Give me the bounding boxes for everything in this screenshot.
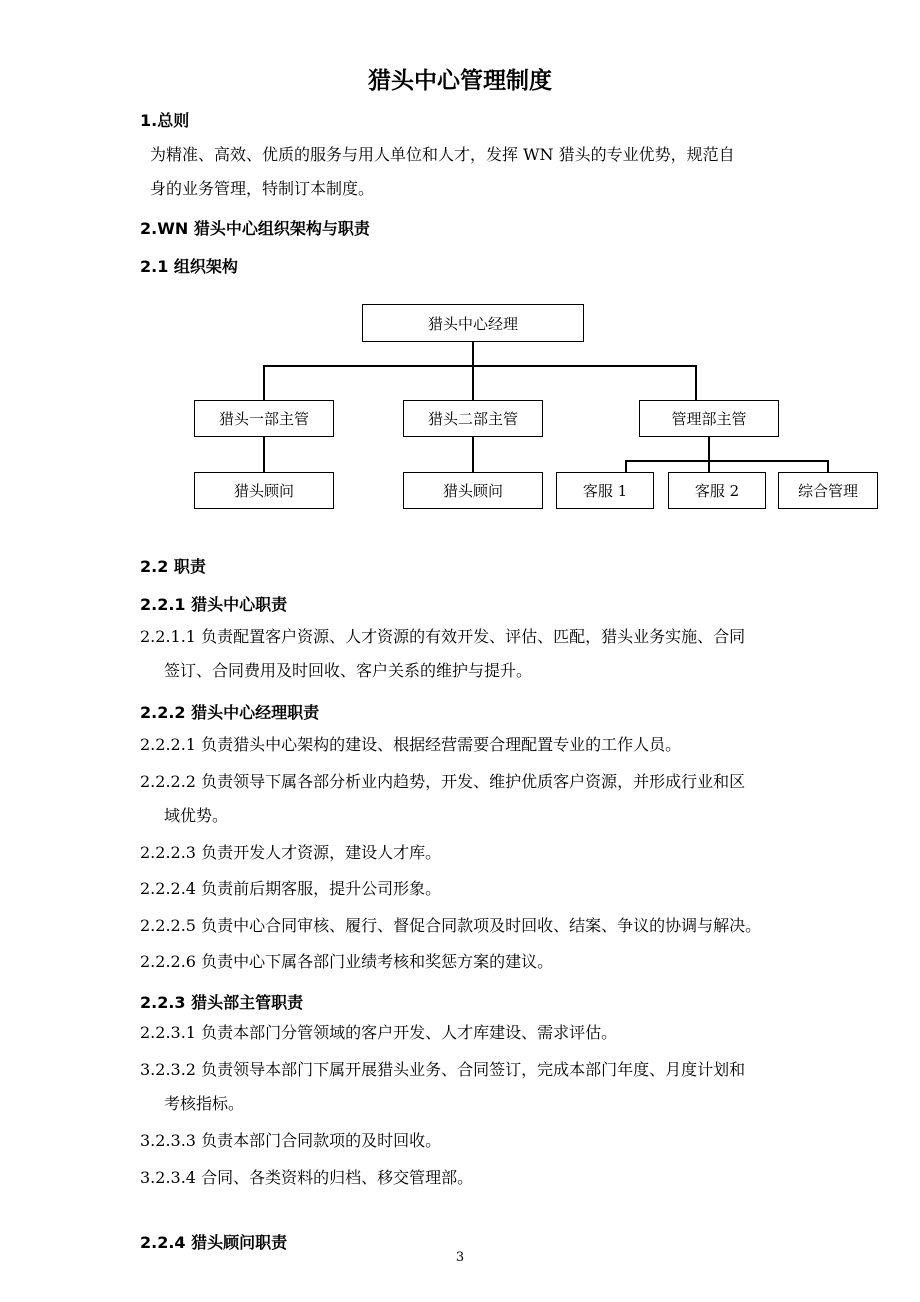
section-2-1-heading: 2.1 组织架构: [140, 257, 238, 276]
org-connector: [472, 437, 474, 473]
paragraph-line: 考核指标。: [164, 1094, 245, 1113]
org-connector: [625, 460, 828, 462]
paragraph-line: 3.2.3.2 负责领导本部门下属开展猎头业务、合同签订，完成本部门年度、月度计划和: [140, 1060, 746, 1079]
paragraph-line: 签订、合同费用及时回收、客户关系的维护与提升。: [164, 661, 533, 680]
section-2-2-4-heading: 2.2.4 猎头顾问职责: [140, 1233, 288, 1252]
paragraph-line: 为精准、高效、优质的服务与用人单位和人才，发挥 WN 猎头的专业优势，规范自: [150, 145, 735, 164]
org-connector: [708, 437, 710, 461]
org-node-level3: 综合管理: [778, 472, 878, 509]
org-connector: [472, 365, 474, 401]
org-connector: [695, 365, 697, 401]
paragraph-line: 3.2.3.4 合同、各类资料的归档、移交管理部。: [140, 1168, 474, 1187]
org-node-level3: 客服 1: [556, 472, 654, 509]
org-connector: [263, 437, 265, 473]
paragraph-line: 2.2.1.1 负责配置客户资源、人才资源的有效开发、评估、匹配，猎头业务实施、合同: [140, 627, 746, 646]
section-1-heading: 1.总则: [140, 111, 190, 130]
paragraph-line: 2.2.2.2 负责领导下属各部分析业内趋势，开发、维护优质客户资源，并形成行业和区: [140, 772, 746, 791]
section-2-2-heading: 2.2 职责: [140, 557, 206, 576]
section-2-2-3-heading: 2.2.3 猎头部主管职责: [140, 993, 304, 1012]
org-node-level2: 猎头一部主管: [194, 400, 334, 437]
paragraph-line: 2.2.2.4 负责前后期客服，提升公司形象。: [140, 879, 442, 898]
paragraph-line: 身的业务管理，特制订本制度。: [150, 179, 375, 198]
paragraph-line: 域优势。: [164, 806, 229, 825]
section-2-2-1-heading: 2.2.1 猎头中心职责: [140, 595, 288, 614]
paragraph-line: 2.2.2.6 负责中心下属各部门业绩考核和奖惩方案的建议。: [140, 952, 554, 971]
paragraph-line: 2.2.3.1 负责本部门分管领域的客户开发、人才库建设、需求评估。: [140, 1023, 618, 1042]
org-connector: [472, 342, 474, 366]
section-2-heading: 2.WN 猎头中心组织架构与职责: [140, 219, 370, 238]
org-connector: [263, 365, 696, 367]
org-node-level2: 管理部主管: [639, 400, 779, 437]
org-node-level2: 猎头二部主管: [403, 400, 543, 437]
section-2-2-2-heading: 2.2.2 猎头中心经理职责: [140, 703, 320, 722]
page-number: 3: [455, 1250, 465, 1265]
document-title: 猎头中心管理制度: [368, 68, 552, 94]
org-node-level3: 猎头顾问: [194, 472, 334, 509]
paragraph-line: 3.2.3.3 负责本部门合同款项的及时回收。: [140, 1131, 442, 1150]
paragraph-line: 2.2.2.3 负责开发人才资源，建设人才库。: [140, 843, 442, 862]
org-node-level3: 客服 2: [668, 472, 766, 509]
paragraph-line: 2.2.2.5 负责中心合同审核、履行、督促合同款项及时回收、结案、争议的协调与解决。: [140, 916, 762, 935]
org-connector: [263, 365, 265, 401]
org-node-level3: 猎头顾问: [403, 472, 543, 509]
org-node-root: 猎头中心经理: [362, 304, 584, 342]
paragraph-line: 2.2.2.1 负责猎头中心架构的建设、根据经营需要合理配置专业的工作人员。: [140, 735, 682, 754]
